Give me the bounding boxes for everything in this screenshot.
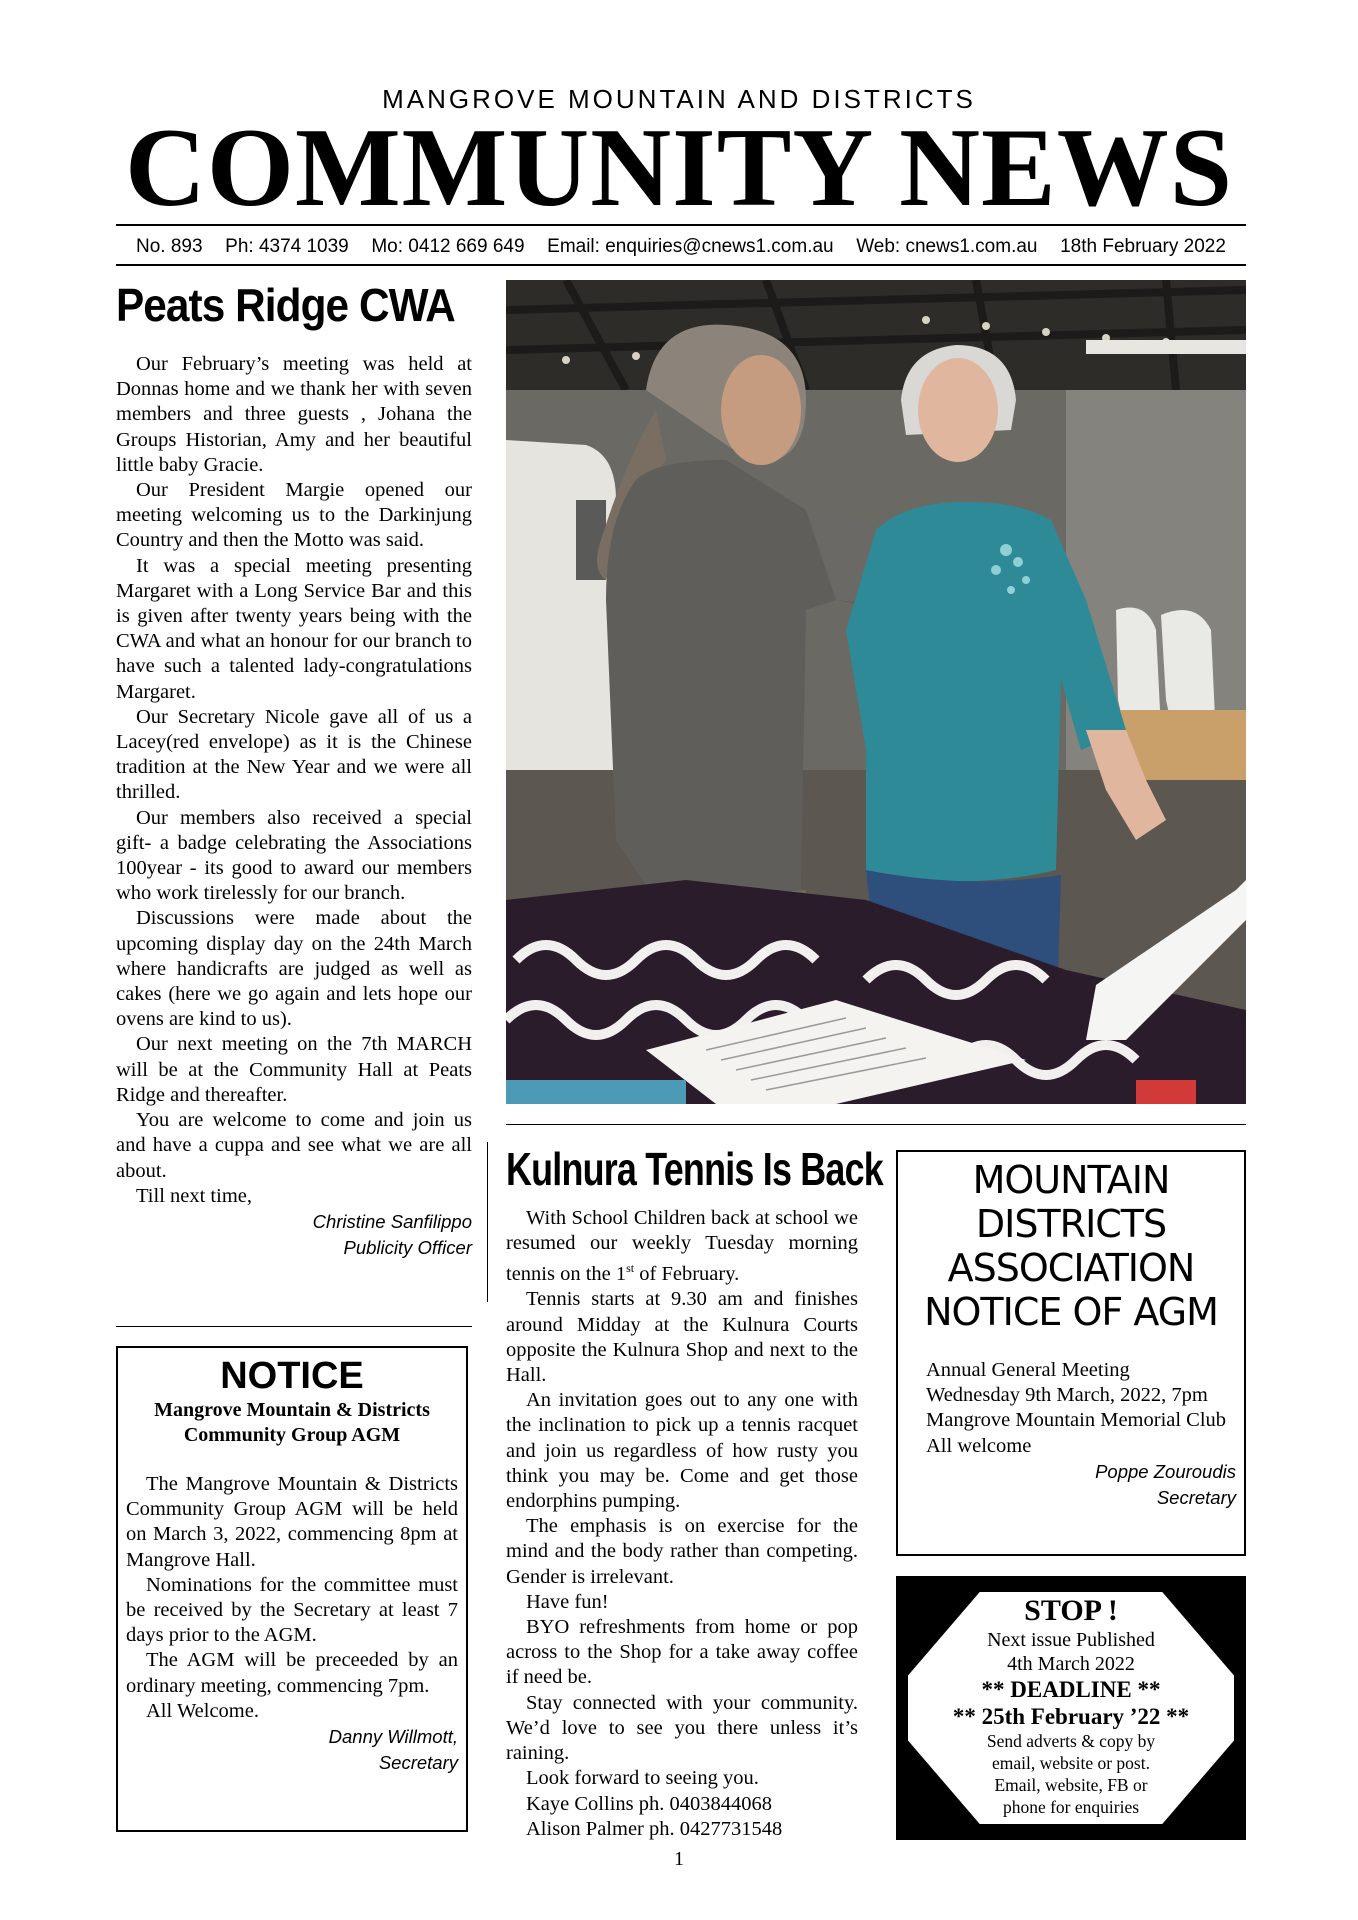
mobile-number: Mo: 0412 669 649: [371, 236, 525, 257]
tennis-paragraph: [506, 1206, 858, 1287]
cwa-paragraph: Our President Margie opened our meeting welcoming us to the Darkinjung Country and then the Motto was said.: [116, 479, 472, 552]
notice-paragraph: All Welcome.: [146, 1699, 259, 1722]
notice-signature-role: Secretary: [378, 1752, 458, 1774]
email-address[interactable]: Email: enquiries@cnews1.com.au: [547, 236, 834, 257]
tennis-contact: Kaye Collins ph. 0403844068: [526, 1792, 772, 1815]
masthead-title: COMMUNITY NEWS: [124, 106, 1234, 230]
stop-info-line: email, website or post.: [992, 1753, 1150, 1773]
cwa-signature-role: Publicity Officer: [343, 1236, 472, 1258]
tennis-paragraph: Look forward to seeing you.: [526, 1767, 759, 1790]
photo-two-women-badge-ceremony: [506, 280, 1246, 1104]
masthead-rule-top: [116, 224, 1246, 226]
stop-title: STOP !: [1024, 1594, 1118, 1627]
notice-box: [116, 1346, 468, 1832]
stop-next-issue: Next issue Published: [987, 1629, 1155, 1651]
agm-title-line: MOUNTAIN: [972, 1158, 1170, 1202]
notice-signature-name: Danny Willmott,: [328, 1726, 458, 1748]
agm-notice-box: [896, 1150, 1246, 1556]
column-divider-left: [116, 1326, 472, 1327]
tennis-contact: Alison Palmer ph. 0427731548: [526, 1817, 783, 1840]
cwa-paragraph: It was a special meeting presenting Margaret with a Long Service Bar and this is given after twenty years being with the CWA and what an honour for our branch to have such a talented lady-congratulations Margaret.: [116, 554, 472, 703]
notice-body: [126, 1472, 458, 1776]
stop-deadline-label: ** DEADLINE **: [981, 1677, 1161, 1702]
stop-deadline-date: ** 25th February ’22 **: [952, 1704, 1190, 1729]
tennis-paragraph: The emphasis is on exercise for the mind and the body rather than competing. Gender is irrelevant.: [506, 1515, 858, 1588]
photo-badge-ceremony: [506, 280, 1246, 1104]
phone-number: Ph: 4374 1039: [225, 236, 349, 257]
notice-subtitle-line: Mangrove Mountain & Districts: [154, 1399, 430, 1421]
notice-title: NOTICE: [220, 1355, 364, 1397]
agm-signature-role: Secretary: [1156, 1486, 1236, 1508]
stop-next-issue-date: 4th March 2022: [1007, 1653, 1135, 1675]
tennis-paragraph: BYO refreshments from home or pop across to the Shop for a take away coffee if need be.: [506, 1616, 858, 1689]
agm-signature-name: Poppe Zouroudis: [1095, 1460, 1236, 1482]
tennis-paragraph: An invitation goes out to any one with the inclination to pick up a tennis racquet and join us regardless of how rusty you think you may be. Come and get those endorphins pumping.: [506, 1389, 858, 1513]
cwa-paragraph: Discussions were made about the upcoming display day on the 24th March where handicrafts are judged as well as cakes (here we go again and lets hope our ovens are kind to us).: [116, 907, 472, 1031]
masthead-rule-bottom: [116, 264, 1246, 266]
notice-paragraph: The Mangrove Mountain & Districts Community Group AGM will be held on March 3, 2022, commencing 8pm at Mangrove Hall.: [126, 1473, 458, 1571]
tennis-paragraph-text: With School Children back at school we resumed our weekly Tuesday morning tennis on the 1: [506, 1207, 858, 1286]
masthead-subtitle: MANGROVE MOUNTAIN AND DISTRICTS: [382, 84, 976, 114]
agm-paragraph: Annual General Meeting: [926, 1359, 1130, 1381]
tennis-article-body: [506, 1206, 858, 1842]
cwa-signature-name: Christine Sanfilippo: [312, 1210, 472, 1232]
notice-subtitle: [126, 1398, 458, 1448]
notice-subtitle-line: Community Group AGM: [183, 1424, 401, 1446]
stop-info-line: phone for enquiries: [1002, 1797, 1140, 1817]
cwa-article-title: Peats Ridge CWA: [116, 279, 455, 331]
tennis-paragraph-text: of February.: [634, 1263, 740, 1286]
cwa-article-body: [116, 352, 472, 1261]
agm-title-line: DISTRICTS: [975, 1202, 1167, 1246]
tennis-paragraph: Tennis starts at 9.30 am and finishes around Midday at the Kulnura Courts opposite the Kulnura Shop and next to the Hall.: [506, 1288, 858, 1387]
notice-paragraph: Nominations for the committee must be received by the Secretary at least 7 days prior to the AGM.: [126, 1573, 458, 1647]
page-number: 1: [674, 1848, 684, 1870]
agm-title-line: NOTICE OF AGM: [924, 1290, 1218, 1334]
tennis-article-title: Kulnura Tennis Is Back: [506, 1143, 883, 1195]
agm-paragraph: All welcome: [926, 1434, 1032, 1457]
cwa-paragraph: Our next meeting on the 7th MARCH will be at the Community Hall at Peats Ridge and thereafter.: [116, 1033, 472, 1106]
agm-title-line: ASSOCIATION: [947, 1246, 1195, 1290]
agm-body: [906, 1358, 1236, 1511]
cwa-paragraph: Our February’s meeting was held at Donnas home and we thank her with seven members and three guests , Johana the Groups Historian, Amy and her beautiful little baby Gracie.: [116, 353, 472, 476]
notice-paragraph: The AGM will be preceeded by an ordinary meeting, commencing 7pm.: [126, 1649, 458, 1697]
cwa-paragraph: Our members also received a special gift- a badge celebrating the Associations 100year - its good to award our members who work tirelessly for our branch.: [116, 806, 472, 905]
agm-paragraph: Mangrove Mountain Memorial Club: [926, 1409, 1227, 1432]
column-divider-right: [506, 1124, 1246, 1125]
cwa-paragraph: You are welcome to come and join us and have a cuppa and see what we are all about.: [116, 1109, 472, 1182]
agm-paragraph: Wednesday 9th March, 2022, 7pm: [926, 1384, 1208, 1407]
info-bar: [116, 236, 1246, 258]
stop-deadline-box: [896, 1576, 1246, 1840]
column-divider-vertical: [487, 1142, 488, 1302]
stop-info-line: Email, website, FB or: [994, 1775, 1148, 1795]
tennis-paragraph: Stay connected with your community. We’d love to see you there unless it’s raining.: [506, 1691, 858, 1765]
tennis-paragraph: Have fun!: [526, 1590, 609, 1613]
stop-text: [908, 1594, 1234, 1818]
tennis-ordinal-suffix: st: [626, 1261, 635, 1276]
cwa-paragraph: Our Secretary Nicole gave all of us a Lacey(red envelope) as it is the Chinese tradition at the New Year and we were all thrilled.: [116, 705, 472, 804]
stop-info-line: Send adverts & copy by: [986, 1731, 1156, 1751]
cwa-paragraph: Till next time,: [136, 1184, 252, 1207]
website-address[interactable]: Web: cnews1.com.au: [856, 236, 1038, 257]
issue-number: No. 893: [136, 236, 203, 257]
issue-date: 18th February 2022: [1060, 236, 1226, 257]
agm-title: [906, 1158, 1236, 1334]
